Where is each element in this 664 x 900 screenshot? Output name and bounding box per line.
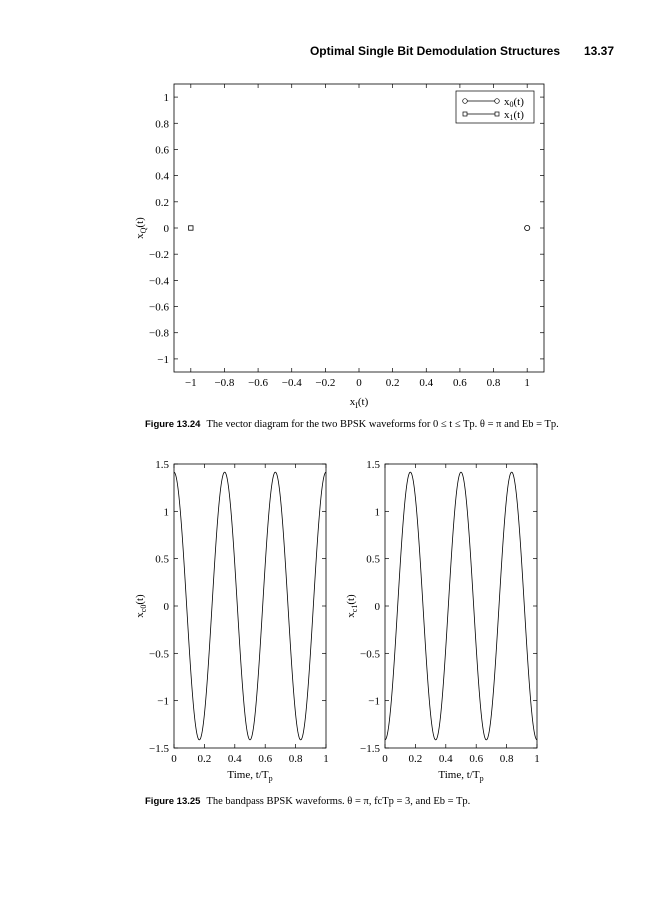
fig25-left-ytick-label: −0.5	[149, 648, 169, 661]
fig24-ytick-label: 0	[163, 223, 169, 235]
fig24-legend-marker	[495, 99, 500, 104]
fig24-xtick-label: −0.8	[214, 377, 235, 389]
fig25-right-xtick-label: 1	[534, 753, 540, 765]
fig25-left-ylabel: $x_{c0}(t)$	[134, 594, 148, 618]
fig24-ytick-label: 0.8	[155, 118, 169, 131]
fig24-legend-marker	[463, 99, 468, 104]
fig24-point-x0	[525, 225, 530, 230]
fig24-ytick-label: −0.2	[149, 249, 169, 262]
fig25-right-ytick-label: −1.5	[360, 743, 380, 755]
fig24-point-x1	[189, 226, 193, 230]
fig24-ytick-label: −0.8	[149, 327, 169, 340]
fig24-xtick-label: 0.4	[419, 377, 434, 389]
fig25-left-ytick-label: 1	[163, 506, 169, 519]
fig24-xtick-label: 0.2	[385, 377, 400, 389]
fig25-right-xtick-label: 0.6	[469, 753, 484, 765]
figure-13-24-caption	[145, 418, 565, 431]
fig25-left-ytick-label: −1	[157, 695, 169, 708]
fig24-ytick-label: 0.2	[155, 196, 169, 209]
fig25-right-waveform-line	[385, 472, 537, 740]
fig25-right-xtick-label: 0.2	[408, 753, 423, 765]
fig24-legend-marker	[495, 112, 499, 116]
fig25-left-chart	[134, 459, 329, 783]
fig25-right-plot-frame	[385, 464, 537, 748]
fig25-left-xtick-label: 0.4	[227, 753, 242, 765]
fig25-right-ytick-label: 0.5	[366, 553, 380, 566]
fig25-right-xtick-label: 0.4	[438, 753, 453, 765]
fig24-xtick-label: 1	[524, 377, 530, 389]
running-title: Optimal Single Bit Demodulation Structures	[309, 44, 560, 58]
fig25-left-xtick-label: 0	[171, 753, 177, 765]
fig25-left-xtick-label: 0.2	[197, 753, 212, 765]
fig24-ylabel: $x_Q(t)$	[134, 217, 148, 239]
fig25-left-xtick-label: 1	[323, 753, 329, 765]
fig25-right-ylabel: $x_{c1}(t)$	[345, 594, 359, 618]
fig25-right-chart	[345, 459, 540, 783]
fig24-ytick-label: 0.4	[155, 170, 169, 183]
fig25-right-ytick-label: −0.5	[360, 648, 380, 661]
fig25-left-xlabel: Time, $t/T_p$	[227, 769, 273, 783]
fig25-left-ytick-label: 1.5	[155, 459, 169, 471]
fig25-right-ytick-label: 1.5	[366, 459, 380, 471]
figure-13-24-caption-text: The vector diagram for the two BPSK waveforms for 0 ≤ t ≤ Tp. θ = π and Eb = Tp.	[206, 419, 559, 430]
fig25-right-ytick-label: −1	[368, 695, 380, 708]
fig24-xtick-label: −0.4	[281, 377, 302, 389]
fig24-xtick-label: −0.6	[248, 377, 269, 389]
fig24-plot-frame	[174, 84, 544, 372]
fig25-right-xtick-label: 0	[382, 753, 388, 765]
figure-13-24-chart	[134, 84, 544, 410]
fig24-legend-entry: x1(t)	[504, 109, 524, 122]
fig25-right-ytick-label: 0	[374, 601, 380, 613]
fig25-left-xtick-label: 0.8	[288, 753, 303, 765]
fig24-xlabel: $x_I(t)$	[349, 396, 369, 410]
fig24-ytick-label: 0.6	[155, 144, 169, 157]
fig25-left-xtick-label: 0.6	[258, 753, 273, 765]
figure-13-24-label: Figure 13.24	[145, 419, 201, 430]
figure-13-25-caption-text: The bandpass BPSK waveforms. θ = π, fcTp = 3, and Eb = Tp.	[206, 796, 471, 807]
fig24-xtick-label: 0	[356, 377, 362, 389]
fig24-xtick-label: −0.2	[315, 377, 336, 389]
fig25-left-ytick-label: −1.5	[149, 743, 169, 755]
page-number: 13.37	[583, 44, 614, 58]
fig24-xtick-label: 0.6	[453, 377, 467, 389]
fig24-ytick-label: −1	[157, 353, 169, 366]
fig25-left-waveform-line	[174, 472, 326, 740]
fig25-right-xlabel: Time, $t/T_p$	[438, 769, 484, 783]
fig25-left-plot-frame	[174, 464, 326, 748]
figure-13-25-caption	[145, 795, 575, 808]
figure-13-25-label: Figure 13.25	[145, 796, 201, 807]
fig24-ytick-label: 1	[163, 92, 169, 105]
fig24-legend-marker	[463, 112, 467, 116]
fig24-legend	[456, 91, 534, 123]
fig24-xtick-label: 0.8	[486, 377, 501, 389]
fig25-right-xtick-label: 0.8	[499, 753, 514, 765]
fig25-right-ytick-label: 1	[374, 506, 380, 519]
fig24-ytick-label: −0.4	[149, 275, 169, 288]
fig24-ytick-label: −0.6	[149, 301, 169, 314]
fig24-legend-entry: x0(t)	[504, 96, 524, 109]
fig24-xtick-label: −1	[184, 377, 197, 389]
fig25-left-ytick-label: 0.5	[155, 553, 169, 566]
fig25-left-ytick-label: 0	[163, 601, 169, 613]
